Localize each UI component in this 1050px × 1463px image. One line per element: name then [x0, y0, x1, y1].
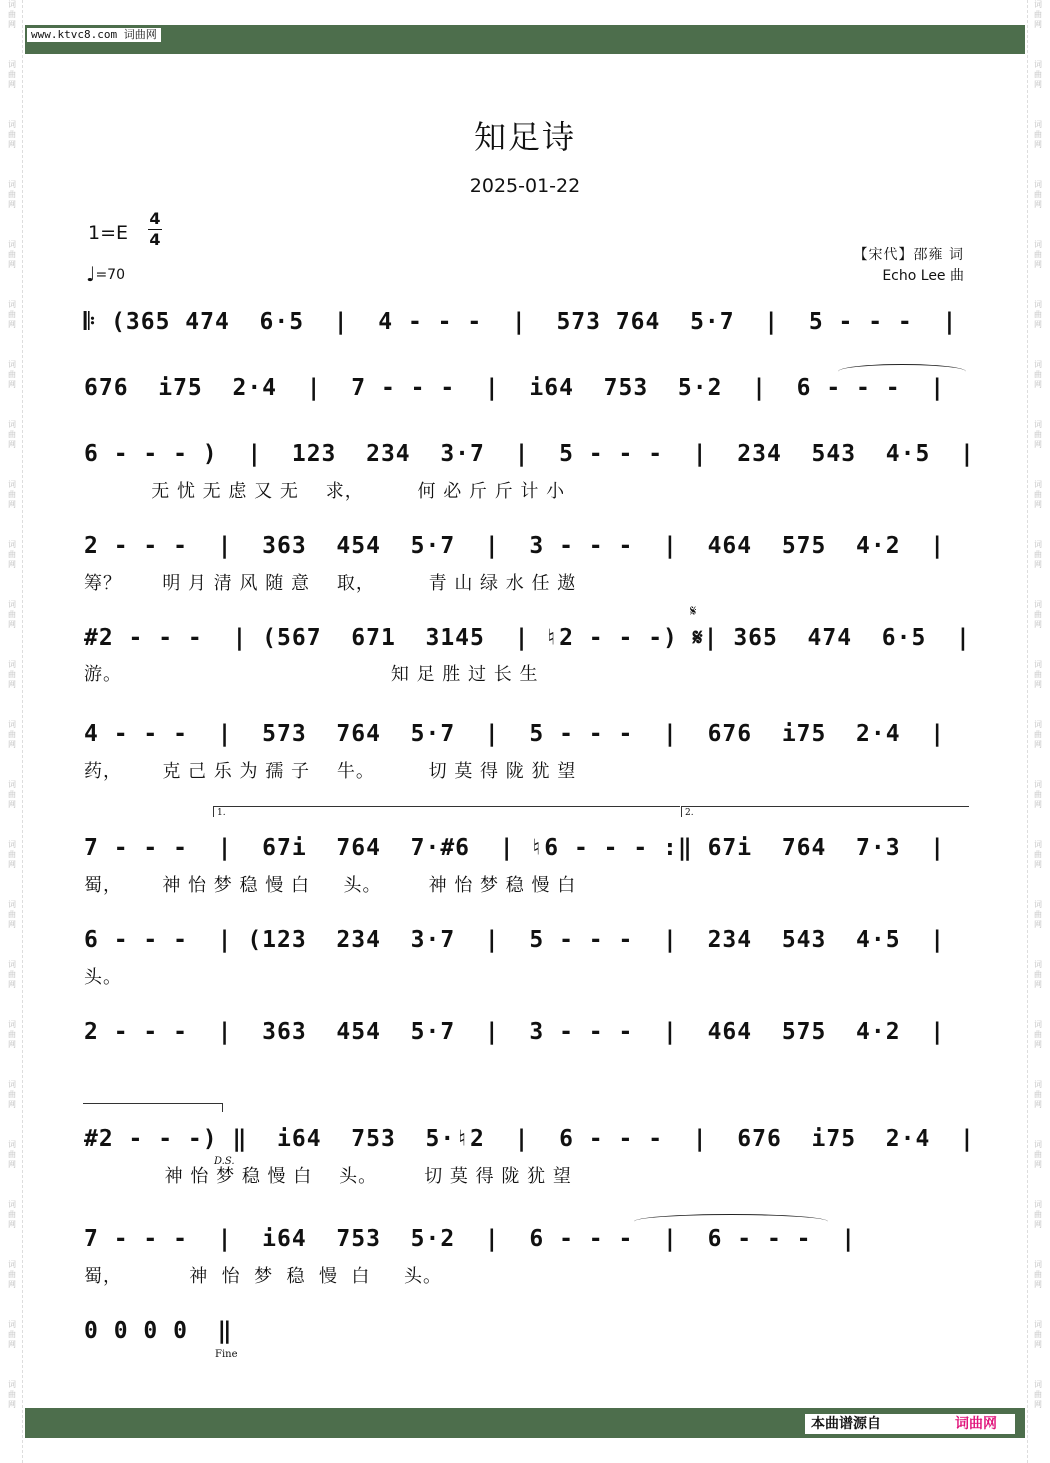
watermark-char: 曲	[1034, 310, 1042, 319]
watermark-char: 曲	[8, 1330, 16, 1339]
watermark-char: 词	[1034, 420, 1042, 429]
volta-2: 2.	[681, 806, 969, 817]
watermark-char: 网	[8, 20, 16, 29]
source-name[interactable]: 词曲网	[955, 1416, 997, 1432]
watermark-char: 曲	[1034, 790, 1042, 799]
watermark-char: 网	[1034, 620, 1042, 629]
watermark-char: 网	[8, 680, 16, 689]
watermark-char: 曲	[8, 70, 16, 79]
watermark-repeat	[1028, 960, 1048, 1020]
watermark-char: 曲	[8, 1270, 16, 1279]
score-line-1-music: 𝄆 (365 474 6·5 | 4 - - - | 573 764 5·7 | 5 - - - |	[84, 309, 958, 335]
watermark-char: 词	[1034, 240, 1042, 249]
watermark-char: 曲	[8, 850, 16, 859]
watermark-char: 曲	[1034, 250, 1042, 259]
watermark-char: 网	[1034, 440, 1042, 449]
watermark-char: 词	[8, 540, 16, 549]
header-bar	[25, 25, 1025, 54]
time-signature-bottom: 4	[149, 230, 161, 249]
watermark-char: 曲	[8, 190, 16, 199]
watermark-char: 曲	[1034, 910, 1042, 919]
lyricist-credit: 【宋代】邵雍 词	[853, 247, 964, 263]
watermark-char: 词	[8, 720, 16, 729]
watermark-repeat	[2, 360, 22, 420]
time-signature-top: 4	[149, 209, 161, 228]
watermark-char: 词	[1034, 780, 1042, 789]
watermark-repeat	[2, 240, 22, 300]
watermark-char: 网	[8, 1100, 16, 1109]
watermark-repeat	[1028, 1020, 1048, 1080]
watermark-char: 词	[8, 0, 16, 9]
watermark-char: 词	[8, 240, 16, 249]
tempo-mark	[86, 262, 125, 286]
watermark-char: 曲	[1034, 850, 1042, 859]
watermark-char: 网	[8, 1040, 16, 1049]
watermark-char: 网	[8, 200, 16, 209]
watermark-char: 曲	[8, 910, 16, 919]
watermark-char: 词	[1034, 1080, 1042, 1089]
watermark-repeat	[2, 780, 22, 840]
watermark-char: 曲	[8, 1210, 16, 1219]
watermark-char: 词	[1034, 1320, 1042, 1329]
watermark-char: 网	[8, 1160, 16, 1169]
watermark-char: 网	[1034, 1280, 1042, 1289]
watermark-repeat	[1028, 360, 1048, 420]
tempo-value: =70	[95, 267, 125, 283]
watermark-repeat	[1028, 240, 1048, 300]
watermark-char: 词	[8, 420, 16, 429]
watermark-repeat	[1028, 900, 1048, 960]
watermark-char: 曲	[1034, 670, 1042, 679]
watermark-char: 网	[8, 1280, 16, 1289]
watermark-char: 曲	[1034, 1390, 1042, 1399]
watermark-char: 词	[1034, 0, 1042, 9]
watermark-char: 词	[1034, 360, 1042, 369]
watermark-repeat	[1028, 720, 1048, 780]
watermark-char: 词	[8, 1140, 16, 1149]
watermark-char: 网	[8, 620, 16, 629]
watermark-char: 网	[8, 440, 16, 449]
watermark-repeat	[1028, 600, 1048, 660]
watermark-char: 网	[8, 260, 16, 269]
watermark-repeat	[1028, 840, 1048, 900]
watermark-char: 曲	[1034, 1330, 1042, 1339]
watermark-repeat	[1028, 1080, 1048, 1140]
watermark-char: 网	[1034, 1220, 1042, 1229]
watermark-repeat	[2, 0, 22, 60]
ds-mark: D.S.	[214, 1156, 235, 1167]
watermark-repeat	[2, 1320, 22, 1380]
watermark-char: 曲	[1034, 370, 1042, 379]
watermark-char: 曲	[8, 1390, 16, 1399]
watermark-char: 网	[1034, 920, 1042, 929]
watermark-char: 词	[8, 1080, 16, 1089]
watermark-char: 网	[1034, 680, 1042, 689]
watermark-char: 词	[8, 660, 16, 669]
volta-1: 1.	[213, 806, 680, 817]
key-signature: 1=E	[88, 222, 129, 244]
watermark-char: 词	[1034, 120, 1042, 129]
watermark-char: 网	[8, 500, 16, 509]
score-line-2-music: 676 i75 2·4 | 7 - - - | i64 753 5·2 | 6 - - - |	[84, 375, 946, 401]
score-line-7-lyrics: 蜀， 神 怡 梦 稳 慢 白 头。 神 怡 梦 稳 慢 白	[84, 875, 577, 896]
watermark-char: 曲	[1034, 1090, 1042, 1099]
watermark-char: 网	[1034, 1040, 1042, 1049]
watermark-char: 词	[8, 600, 16, 609]
watermark-char: 词	[8, 960, 16, 969]
watermark-repeat	[2, 720, 22, 780]
watermark-char: 网	[1034, 560, 1042, 569]
watermark-char: 词	[8, 780, 16, 789]
score-line-10-lyrics: 神 怡 梦 稳 慢 白 头。 切 莫 得 陇 犹 望	[84, 1166, 572, 1187]
watermark-repeat	[1028, 780, 1048, 840]
footer-bar	[25, 1408, 1025, 1438]
watermark-char: 网	[1034, 80, 1042, 89]
score-line-4-lyrics: 筹？ 明 月 清 风 随 意 取， 青 山 绿 水 任 遨	[84, 573, 577, 594]
tie-arc	[838, 364, 966, 379]
watermark-char: 词	[1034, 480, 1042, 489]
watermark-repeat	[1028, 60, 1048, 120]
watermark-char: 曲	[8, 970, 16, 979]
watermark-char: 曲	[8, 1090, 16, 1099]
time-signature	[148, 210, 162, 249]
watermark-repeat	[1028, 540, 1048, 600]
score-line-12-music: 0 0 0 0 ‖	[84, 1318, 233, 1344]
watermark-char: 词	[1034, 840, 1042, 849]
watermark-repeat	[2, 660, 22, 720]
watermark-char: 网	[1034, 1160, 1042, 1169]
score-line-8-lyrics: 头。	[84, 967, 122, 988]
watermark-char: 词	[8, 360, 16, 369]
watermark-char: 词	[8, 1200, 16, 1209]
watermark-char: 词	[8, 900, 16, 909]
watermark-char: 曲	[8, 1150, 16, 1159]
watermark-repeat	[2, 1200, 22, 1260]
ds-bracket	[83, 1103, 223, 1104]
quarter-note-icon: ♩	[86, 262, 96, 286]
watermark-char: 词	[1034, 900, 1042, 909]
score-line-3-music: 6 - - - ) | 123 234 3·7 | 5 - - - | 234 543 4·5 |	[84, 441, 975, 467]
watermark-char: 网	[8, 380, 16, 389]
watermark-char: 网	[1034, 20, 1042, 29]
watermark-char: 词	[8, 480, 16, 489]
watermark-char: 网	[8, 80, 16, 89]
watermark-char: 曲	[1034, 1030, 1042, 1039]
song-date: 2025-01-22	[469, 175, 581, 197]
watermark-char: 曲	[8, 490, 16, 499]
watermark-repeat	[2, 1080, 22, 1140]
watermark-char: 曲	[1034, 970, 1042, 979]
watermark-char: 网	[1034, 1100, 1042, 1109]
watermark-repeat	[2, 540, 22, 600]
watermark-char: 词	[8, 120, 16, 129]
composer-credit: Echo Lee 曲	[882, 268, 964, 284]
watermark-char: 网	[1034, 1400, 1042, 1409]
watermark-char: 曲	[8, 790, 16, 799]
watermark-repeat	[1028, 1200, 1048, 1260]
score-line-10-music: #2 - - -) ‖ i64 753 5·♮2 | 6 - - - | 676 i75 2·4 |	[84, 1126, 975, 1152]
watermark-char: 词	[1034, 1260, 1042, 1269]
song-title: 知足诗	[473, 118, 576, 156]
watermark-char: 词	[8, 1320, 16, 1329]
watermark-repeat	[2, 60, 22, 120]
watermark-char: 词	[1034, 300, 1042, 309]
watermark-char: 曲	[8, 430, 16, 439]
watermark-char: 曲	[8, 130, 16, 139]
segno-icon: 𝄋	[690, 602, 697, 620]
watermark-char: 网	[1034, 260, 1042, 269]
watermark-char: 网	[8, 320, 16, 329]
watermark-char: 词	[8, 60, 16, 69]
watermark-char: 词	[1034, 60, 1042, 69]
watermark-repeat	[2, 1380, 22, 1440]
watermark-repeat	[1028, 300, 1048, 360]
watermark-char: 词	[8, 1260, 16, 1269]
watermark-char: 曲	[1034, 730, 1042, 739]
score-line-4-music: 2 - - - | 363 454 5·7 | 3 - - - | 464 575 4·2 |	[84, 533, 946, 559]
watermark-char: 网	[8, 740, 16, 749]
watermark-repeat	[2, 900, 22, 960]
watermark-char: 网	[1034, 740, 1042, 749]
watermark-char: 曲	[8, 610, 16, 619]
watermark-repeat	[1028, 1260, 1048, 1320]
score-line-6-lyrics: 药， 克 己 乐 为 孺 子 牛。 切 莫 得 陇 犹 望	[84, 761, 577, 782]
watermark-char: 曲	[8, 310, 16, 319]
watermark-char: 词	[1034, 1020, 1042, 1029]
watermark-char: 词	[1034, 180, 1042, 189]
watermark-repeat	[1028, 480, 1048, 540]
watermark-repeat	[2, 1140, 22, 1200]
watermark-char: 网	[8, 860, 16, 869]
watermark-char: 曲	[8, 730, 16, 739]
watermark-repeat	[1028, 420, 1048, 480]
watermark-char: 词	[1034, 720, 1042, 729]
watermark-repeat	[2, 1020, 22, 1080]
watermark-char: 曲	[1034, 10, 1042, 19]
watermark-repeat	[1028, 1140, 1048, 1200]
watermark-char: 曲	[1034, 130, 1042, 139]
side-watermark-left	[2, 0, 23, 1463]
watermark-char: 曲	[1034, 1210, 1042, 1219]
score-line-11-lyrics: 蜀， 神 怡 梦 稳 慢 白 头。	[84, 1266, 443, 1287]
watermark-char: 网	[8, 140, 16, 149]
fine-mark: Fine	[215, 1349, 238, 1360]
watermark-repeat	[2, 300, 22, 360]
watermark-char: 词	[1034, 1200, 1042, 1209]
score-line-9-music: 2 - - - | 363 454 5·7 | 3 - - - | 464 575 4·2 |	[84, 1019, 946, 1045]
watermark-char: 词	[1034, 1380, 1042, 1389]
score-line-3-lyrics: 无 忧 无 虑 又 无 求， 何 必 斤 斤 计 小	[84, 481, 566, 502]
watermark-char: 网	[1034, 800, 1042, 809]
watermark-repeat	[2, 960, 22, 1020]
watermark-char: 曲	[8, 10, 16, 19]
side-watermark-right	[1027, 0, 1048, 1463]
watermark-char: 网	[8, 920, 16, 929]
watermark-char: 曲	[8, 370, 16, 379]
score-line-8-music: 6 - - - | (123 234 3·7 | 5 - - - | 234 543 4·5 |	[84, 927, 946, 953]
watermark-char: 词	[8, 1380, 16, 1389]
watermark-char: 网	[1034, 980, 1042, 989]
watermark-char: 网	[1034, 140, 1042, 149]
watermark-repeat	[2, 420, 22, 480]
watermark-char: 网	[8, 800, 16, 809]
watermark-char: 曲	[1034, 1270, 1042, 1279]
watermark-char: 词	[1034, 600, 1042, 609]
watermark-char: 词	[1034, 960, 1042, 969]
watermark-char: 网	[1034, 380, 1042, 389]
watermark-char: 网	[1034, 500, 1042, 509]
watermark-char: 曲	[1034, 490, 1042, 499]
watermark-char: 网	[1034, 860, 1042, 869]
watermark-char: 网	[8, 1220, 16, 1229]
watermark-char: 词	[8, 300, 16, 309]
score-line-6-music: 4 - - - | 573 764 5·7 | 5 - - - | 676 i75 2·4 |	[84, 721, 946, 747]
watermark-char: 网	[8, 980, 16, 989]
score-line-5-lyrics: 游。 知 足 胜 过 长 生	[84, 664, 539, 685]
watermark-char: 网	[8, 560, 16, 569]
watermark-repeat	[1028, 660, 1048, 720]
watermark-char: 词	[8, 180, 16, 189]
watermark-char: 网	[1034, 1340, 1042, 1349]
watermark-char: 曲	[8, 550, 16, 559]
watermark-char: 词	[1034, 1140, 1042, 1149]
watermark-char: 词	[8, 840, 16, 849]
watermark-char: 曲	[1034, 430, 1042, 439]
score-line-11-music: 7 - - - | i64 753 5·2 | 6 - - - | 6 - - - |	[84, 1226, 857, 1252]
watermark-char: 曲	[8, 1030, 16, 1039]
watermark-char: 曲	[1034, 190, 1042, 199]
watermark-repeat	[2, 480, 22, 540]
watermark-repeat	[1028, 1320, 1048, 1380]
watermark-char: 网	[1034, 200, 1042, 209]
watermark-char: 网	[8, 1340, 16, 1349]
watermark-char: 曲	[1034, 610, 1042, 619]
site-label[interactable]: www.ktvc8.com 词曲网	[27, 28, 161, 42]
watermark-repeat	[2, 600, 22, 660]
score-line-7-music: 7 - - - | 67i 764 7·#6 | ♮6 - - - :‖ 67i 764 7·3 |	[84, 835, 946, 861]
score-line-5-music: #2 - - - | (567 671 3145 | ♮2 - - -) 𝄋| 365 474 6·5 |	[84, 625, 971, 651]
watermark-char: 网	[1034, 320, 1042, 329]
watermark-char: 词	[8, 1020, 16, 1029]
watermark-repeat	[1028, 1380, 1048, 1440]
watermark-char: 曲	[1034, 550, 1042, 559]
watermark-char: 网	[8, 1400, 16, 1409]
watermark-repeat	[1028, 0, 1048, 60]
watermark-char: 曲	[8, 250, 16, 259]
watermark-char: 词	[1034, 660, 1042, 669]
watermark-char: 曲	[1034, 70, 1042, 79]
watermark-repeat	[2, 1260, 22, 1320]
watermark-repeat	[2, 840, 22, 900]
source-box[interactable]	[805, 1414, 1015, 1434]
watermark-char: 曲	[8, 670, 16, 679]
source-label: 本曲谱源自	[811, 1416, 881, 1432]
watermark-char: 曲	[1034, 1150, 1042, 1159]
watermark-char: 词	[1034, 540, 1042, 549]
